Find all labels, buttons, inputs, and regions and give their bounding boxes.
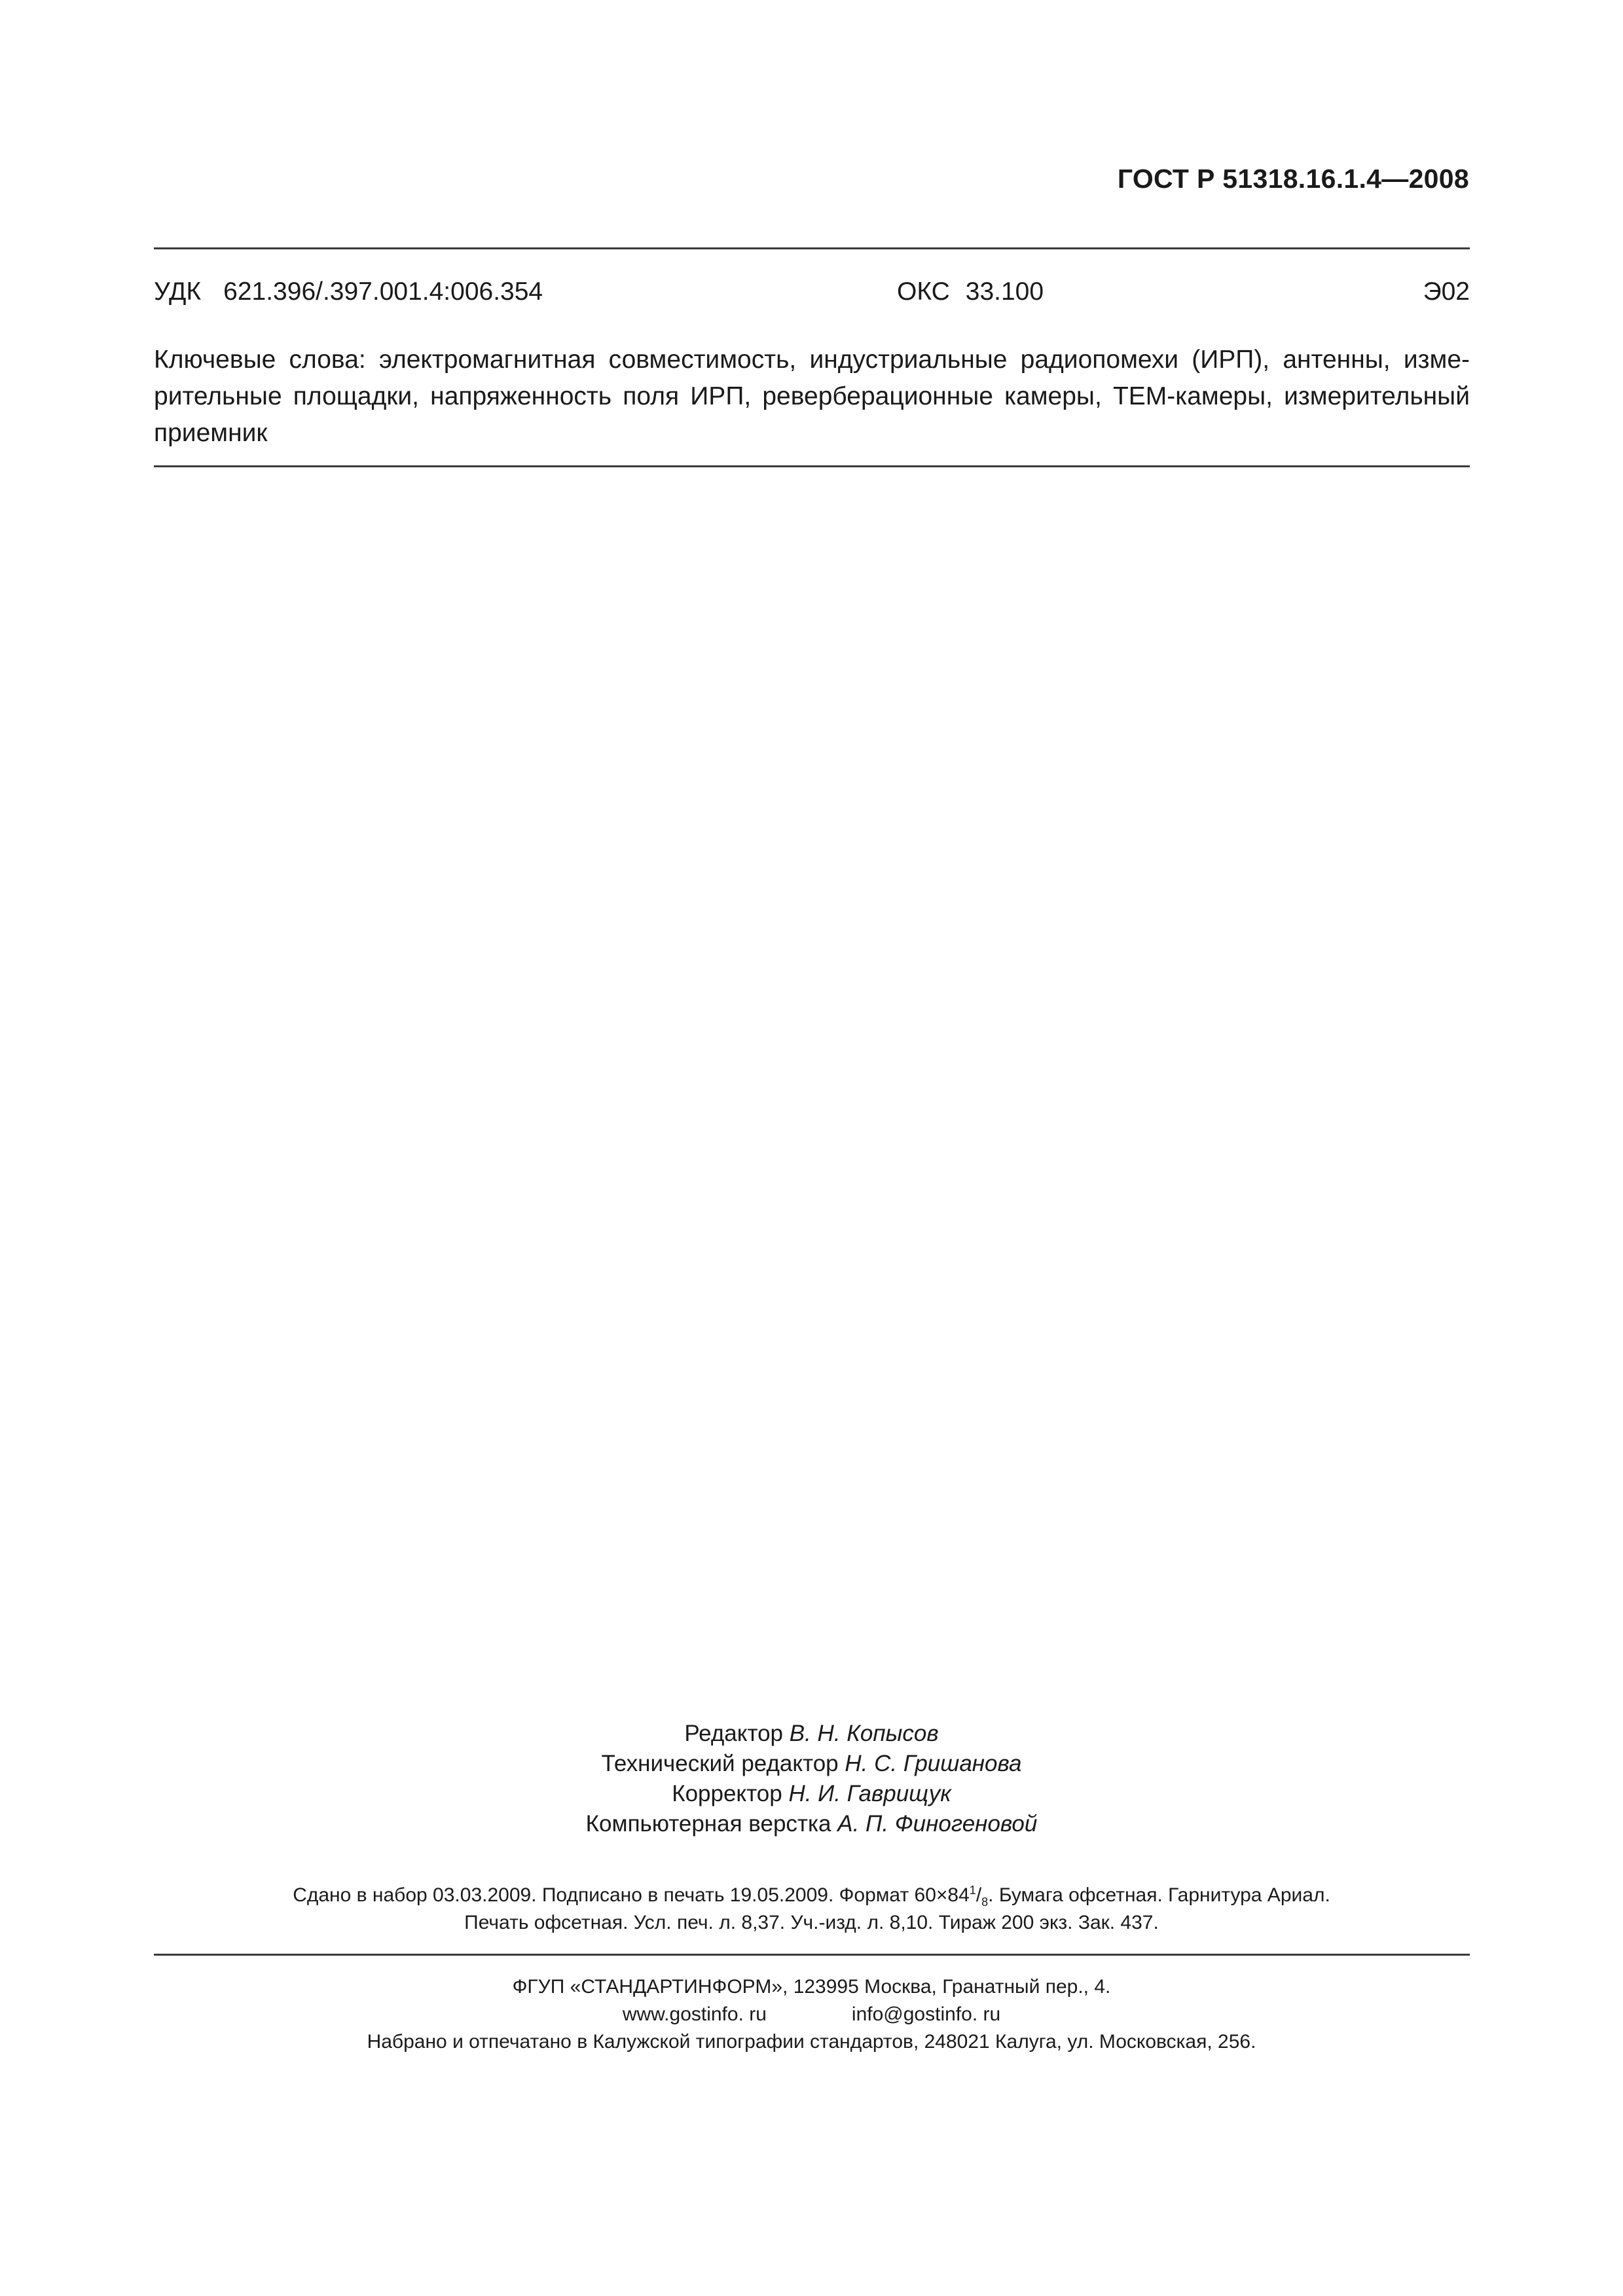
divider-publisher <box>154 1954 1470 1956</box>
publisher-block <box>0 1973 1623 2056</box>
credit-role: Корректор <box>672 1781 782 1806</box>
oks-code <box>897 278 1044 306</box>
credit-role: Компьютерная верстка <box>585 1811 831 1837</box>
keywords-line-2: рительные площадки, напряженность поля ИРП, реверберационные камеры, ТЕМ-камеры, измерительный <box>154 382 1470 410</box>
publisher-address: ФГУП «СТАНДАРТИНФОРМ», 123995 Москва, Гранатный пер., 4. <box>512 1976 1111 1998</box>
publisher-contacts <box>0 2001 1623 2028</box>
credit-role: Технический редактор <box>601 1751 839 1776</box>
group-code: Э02 <box>1423 278 1470 306</box>
credit-name: Н. И. Гаврищук <box>788 1781 951 1806</box>
udk-value: 621.396/.397.001.4:006.354 <box>223 278 543 306</box>
credit-name: В. Н. Копысов <box>789 1721 939 1746</box>
divider-top <box>154 247 1470 249</box>
credit-name: А. П. Финогеновой <box>837 1811 1038 1837</box>
keywords-paragraph <box>154 342 1470 452</box>
oks-value: 33.100 <box>965 278 1044 306</box>
publisher-printer: Набрано и отпечатано в Калужской типографии стандартов, 248021 Калуга, ул. Московская, 256. <box>367 2031 1256 2053</box>
credit-technical-editor <box>0 1749 1623 1779</box>
keywords-line-1: Ключевые слова: электромагнитная совместимость, индустриальные радиопомехи (ИРП), антенны, изме- <box>154 346 1470 374</box>
credit-editor <box>0 1719 1623 1749</box>
oks-label: ОКС <box>897 278 950 306</box>
imprint-format-prefix: Сдано в набор 03.03.2009. Подписано в печать 19.05.2009. Формат 60×84 <box>293 1884 970 1906</box>
format-superscript: 1 <box>969 1884 976 1897</box>
divider-keywords <box>154 465 1470 467</box>
credit-layout <box>0 1809 1623 1839</box>
credit-role: Редактор <box>684 1721 784 1746</box>
credits-block <box>0 1719 1623 1839</box>
standard-number: ГОСТ Р 51318.16.1.4—2008 <box>1117 164 1469 194</box>
format-slash: / <box>976 1884 982 1906</box>
imprint-line-2: Печать офсетная. Усл. печ. л. 8,37. Уч.-изд. л. 8,10. Тираж 200 экз. Зак. 437. <box>464 1912 1159 1933</box>
credit-proofreader <box>0 1779 1623 1809</box>
imprint-block <box>0 1882 1623 1937</box>
imprint-line-1 <box>0 1882 1623 1909</box>
credit-name: Н. С. Гришанова <box>845 1751 1022 1776</box>
udk-code <box>154 278 543 306</box>
format-subscript: 8 <box>981 1895 989 1909</box>
imprint-format-suffix: . Бумага офсетная. Гарнитура Ариал. <box>988 1884 1330 1906</box>
publisher-email: info@gostinfo. ru <box>851 2003 1001 2025</box>
udk-label: УДК <box>154 278 202 306</box>
keywords-line-3: приемник <box>154 419 268 447</box>
publisher-website: www.gostinfo. ru <box>622 2003 767 2025</box>
